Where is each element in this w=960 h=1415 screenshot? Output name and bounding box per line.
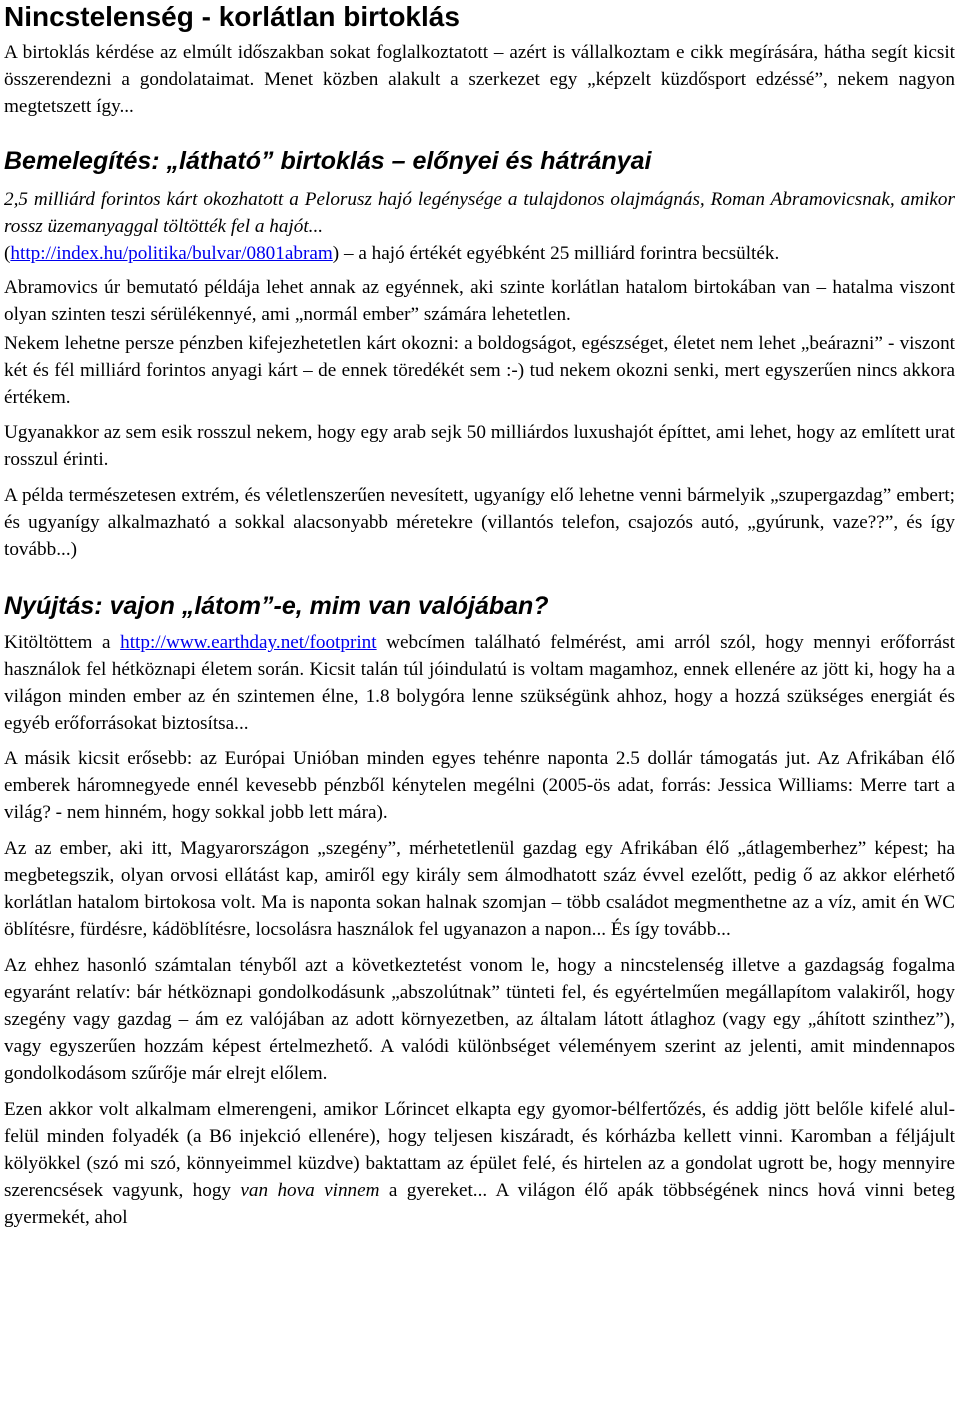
document-page xyxy=(4,0,955,1231)
quote-text: 2,5 milliárd forintos kárt okozhatott a Pelorusz hajó legénysége a tulajdonos olajmágnás, Roman Abramovicsnak, amikor rossz üzemanyaggal töltötték fel a hajót... xyxy=(4,189,955,237)
paragraph-example: A példa természetesen extrém, és véletlenszerűen nevesített, ugyanígy elő lehetne venni bármelyik „szupergazdag” embert; és ugyanígy alkalmazható a sokkal alacsonyabb méretekre (villantós telefon, csajozós autó, „gyúrunk, vaze??”, és így tovább...) xyxy=(4,485,955,560)
paragraph-hospital xyxy=(4,1096,955,1231)
paragraph-damage: Nekem lehetne persze pénzben kifejezhetetlen kárt okozni: a boldogságot, egészséget, életet nem lehet „beárazni” - viszont két és fél milliárd forintos anyagi kárt – de ennek töredékét sem :-) tud nekem okozni senki, mert egyszerűen nincs akkora értékem. xyxy=(4,333,955,408)
quote-paragraph xyxy=(4,186,955,240)
hospital-before: Ezen akkor volt alkalmam elmerengeni, amikor Lőrincet elkapta egy gyomor-bélfertőzés, és addig jött belőle kifelé alul-felül minden folyadék (a B6 injekció ellenére), hogy teljesen kiszáradt, és kórházba kellett vinni. Karomban a féljájult kölyökkel (szó mi szó, könnyeimmel küzdve) baktattam az épület felé, és hirtelen az a gondolat ugrott be, hogy mennyire szerencsések vagyunk, hogy xyxy=(4,1099,955,1201)
section-heading-stretch: Nyújtás: vajon „látom”-e, mim van valójában? xyxy=(4,592,549,620)
paragraph-abramovics: Abramovics úr bemutató példája lehet annak az egyénnek, aki szinte korlátlan hatalom birtokában van – hatalma viszont olyan szinten teszi sérülékennyé, ami „normál ember” számára lehetetlen. xyxy=(4,277,955,325)
hospital-italic: van hova vinnem xyxy=(240,1180,380,1201)
paragraph-relative: Az ehhez hasonló számtalan tényből azt a következtetést vonom le, hogy a nincstelenség illetve a gazdagság fogalma egyaránt relatív: bár hétköznapi gondolkodásunk „abszolútnak” tünteti fel, és egyértelműen megállapítom valakiről, hogy szegény vagy gazdag – ám ez valójában az adott környezetben, az általam látott átlaghoz (vagy egy „áhított szinthez”), vagy egyszerűen hozzám képest értelmezhető. A valódi különbséget véleményem szerint az jelenti, amit mindennapos gondolkodásom szűrője már elrejt előlem. xyxy=(4,955,955,1084)
index-article-link[interactable]: http://index.hu/politika/bulvar/0801abram xyxy=(10,243,333,264)
source-close: ) – a hajó értékét egyébként 25 milliárd forintra becsülték. xyxy=(332,243,780,264)
earthday-link[interactable]: http://www.earthday.net/footprint xyxy=(120,632,377,653)
source-open: ( xyxy=(4,243,11,264)
hospital-after: a gyereket... A világon élő apák többségének nincs hová vinni beteg gyermekét, ahol xyxy=(4,1180,955,1228)
section-heading-warmup: Bemelegítés: „látható” birtoklás – előnyei és hátrányai xyxy=(4,147,652,175)
source-paragraph xyxy=(4,240,955,267)
page-title: Nincstelenség - korlátlan birtoklás xyxy=(4,1,460,32)
intro-paragraph: A birtoklás kérdése az elmúlt időszakban sokat foglalkoztatott – azért is vállalkoztam e cikk megírására, hátha segít kicsit összerendezni a gondolataimat. Menet közben alakult a szerkezet egy „képzelt küzdősport edzéssé”, nekem nagyon megtetszett így... xyxy=(4,42,955,117)
footprint-after: webcímen található felmérést, ami arról szól, hogy mennyi erőforrást használok fel hétköznapi életem során. Kicsit talán túl jóindulatú is voltam magamhoz, ennek ellenére az jött ki, hogy ha a világon minden ember az én szintemen élne, 1.8 bolygóra lenne szükségünk ahhoz, hogy a hozzá szükséges energiát és egyéb erőforrásokat biztosítsa... xyxy=(4,632,955,734)
paragraph-footprint xyxy=(4,629,955,737)
paragraph-eu-cow: A másik kicsit erősebb: az Európai Unióban minden egyes tehénre naponta 2.5 dollár támogatás jut. Az Afrikában élő emberek háromnegyede ennél kevesebb pénzből kénytelen megélni (2005-ös adat, forrás: Jessica Williams: Merre tart a világ? - nem hinném, hogy sokkal jobb lett mára). xyxy=(4,748,955,823)
paragraph-poor-hungary: Az az ember, aki itt, Magyarországon „szegény”, mérhetetlenül gazdag egy Afrikában élő „átlagemberhez” képest; ha megbetegszik, olyan orvosi ellátást kap, amiről egy király sem álmodhatott száz évvel ezelőtt, pedig ő az akkor elérhető korlátlan hatalom birtokosa volt. Ma is naponta sokan halnak szomjan – több családot megmenthetne az a víz, amit én WC öblítésre, fürdésre, kádöblítésre, locsolásra használok fel ugyanazon a napon... És így tovább... xyxy=(4,838,955,940)
footprint-before: Kitöltöttem a xyxy=(4,632,121,653)
paragraph-sheikh: Ugyanakkor az sem esik rosszul nekem, hogy egy arab sejk 50 milliárdos luxushajót építtet, ami lehet, hogy az említett urat rosszul érinti. xyxy=(4,422,955,470)
